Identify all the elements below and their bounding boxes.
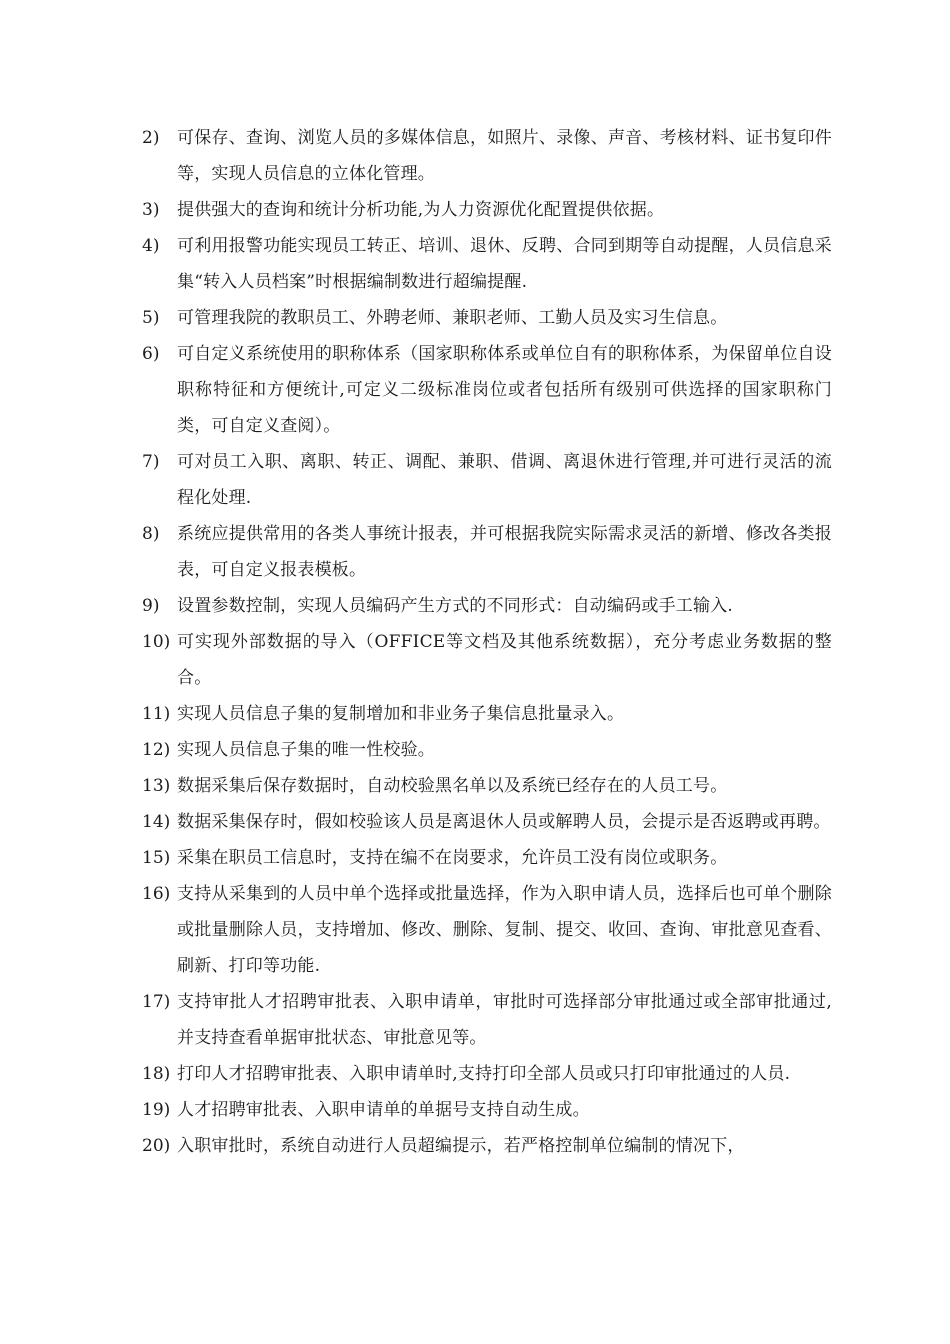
item-number: 9) xyxy=(142,596,160,616)
list-item xyxy=(142,696,832,732)
list-item xyxy=(142,588,832,624)
list-item xyxy=(142,1092,832,1128)
list-item xyxy=(142,336,832,444)
item-text: 可利用报警功能实现员工转正、培训、退休、反聘、合同到期等自动提醒，人员信息采集“转入人员档案”时根据编制数进行超编提醒. xyxy=(177,236,832,292)
item-text: 系统应提供常用的各类人事统计报表，并可根据我院实际需求灵活的新增、修改各类报表，可自定义报表模板。 xyxy=(177,524,832,580)
item-number: 15) xyxy=(142,848,171,868)
list-item xyxy=(142,984,832,1056)
item-number: 14) xyxy=(142,812,171,832)
item-text: 可自定义系统使用的职称体系（国家职称体系或单位自有的职称体系，为保留单位自设职称特征和方便统计,可定义二级标准岗位或者包括所有级别可供选择的国家职称门类，可自定义查阅）。 xyxy=(177,344,832,436)
item-number: 2) xyxy=(142,128,160,148)
item-text: 实现人员信息子集的复制增加和非业务子集信息批量录入。 xyxy=(177,704,625,724)
item-text: 数据采集后保存数据时，自动校验黑名单以及系统已经存在的人员工号。 xyxy=(177,776,728,796)
item-number: 7) xyxy=(142,452,160,472)
item-text: 可管理我院的教职员工、外聘老师、兼职老师、工勤人员及实习生信息。 xyxy=(177,308,728,328)
list-item xyxy=(142,768,832,804)
item-text: 可对员工入职、离职、转正、调配、兼职、借调、离退休进行管理,并可进行灵活的流程化处理. xyxy=(177,452,832,508)
item-text: 实现人员信息子集的唯一性校验。 xyxy=(177,740,435,760)
item-text: 入职审批时，系统自动进行人员超编提示，若严格控制单位编制的情况下， xyxy=(177,1136,745,1156)
list-item xyxy=(142,300,832,336)
list-item xyxy=(142,228,832,300)
item-text: 可保存、查询、浏览人员的多媒体信息，如照片、录像、声音、考核材料、证书复印件等，实现人员信息的立体化管理。 xyxy=(177,128,832,184)
list-item xyxy=(142,1128,832,1164)
list-item xyxy=(142,876,832,984)
item-number: 19) xyxy=(142,1100,171,1120)
item-number: 13) xyxy=(142,776,171,796)
item-number: 3) xyxy=(142,200,160,220)
list-item xyxy=(142,192,832,228)
list-item xyxy=(142,840,832,876)
item-number: 16) xyxy=(142,884,171,904)
item-number: 10) xyxy=(142,632,171,652)
list-item xyxy=(142,1056,832,1092)
item-text: 数据采集保存时，假如校验该人员是离退休人员或解聘人员，会提示是否返聘或再聘。 xyxy=(177,812,831,832)
item-text: 人才招聘审批表、入职申请单的单据号支持自动生成。 xyxy=(177,1100,590,1120)
item-text: 可实现外部数据的导入（OFFICE等文档及其他系统数据），充分考虑业务数据的整合。 xyxy=(177,632,832,688)
list-item xyxy=(142,804,832,840)
requirements-list xyxy=(142,120,832,1164)
list-item xyxy=(142,516,832,588)
list-item xyxy=(142,444,832,516)
item-text: 支持从采集到的人员中单个选择或批量选择，作为入职申请人员，选择后也可单个删除或批量删除人员，支持增加、修改、删除、复制、提交、收回、查询、审批意见查看、刷新、打印等功能. xyxy=(177,884,832,976)
item-number: 4) xyxy=(142,236,160,256)
item-number: 5) xyxy=(142,308,160,328)
item-number: 17) xyxy=(142,992,171,1012)
list-item xyxy=(142,120,832,192)
item-text: 提供强大的查询和统计分析功能,为人力资源优化配置提供依据。 xyxy=(177,200,665,220)
list-item xyxy=(142,732,832,768)
list-item xyxy=(142,624,832,696)
item-text: 设置参数控制，实现人员编码产生方式的不同形式：自动编码或手工输入. xyxy=(177,596,734,616)
item-text: 支持审批人才招聘审批表、入职申请单，审批时可选择部分审批通过或全部审批通过,并支持查看单据审批状态、审批意见等。 xyxy=(177,992,832,1048)
item-number: 18) xyxy=(142,1064,171,1084)
item-text: 采集在职员工信息时，支持在编不在岗要求，允许员工没有岗位或职务。 xyxy=(177,848,728,868)
item-text: 打印人才招聘审批表、入职申请单时,支持打印全部人员或只打印审批通过的人员. xyxy=(177,1064,791,1084)
item-number: 20) xyxy=(142,1136,171,1156)
item-number: 8) xyxy=(142,524,160,544)
item-number: 11) xyxy=(142,704,171,724)
item-number: 12) xyxy=(142,740,171,760)
item-number: 6) xyxy=(142,344,160,364)
